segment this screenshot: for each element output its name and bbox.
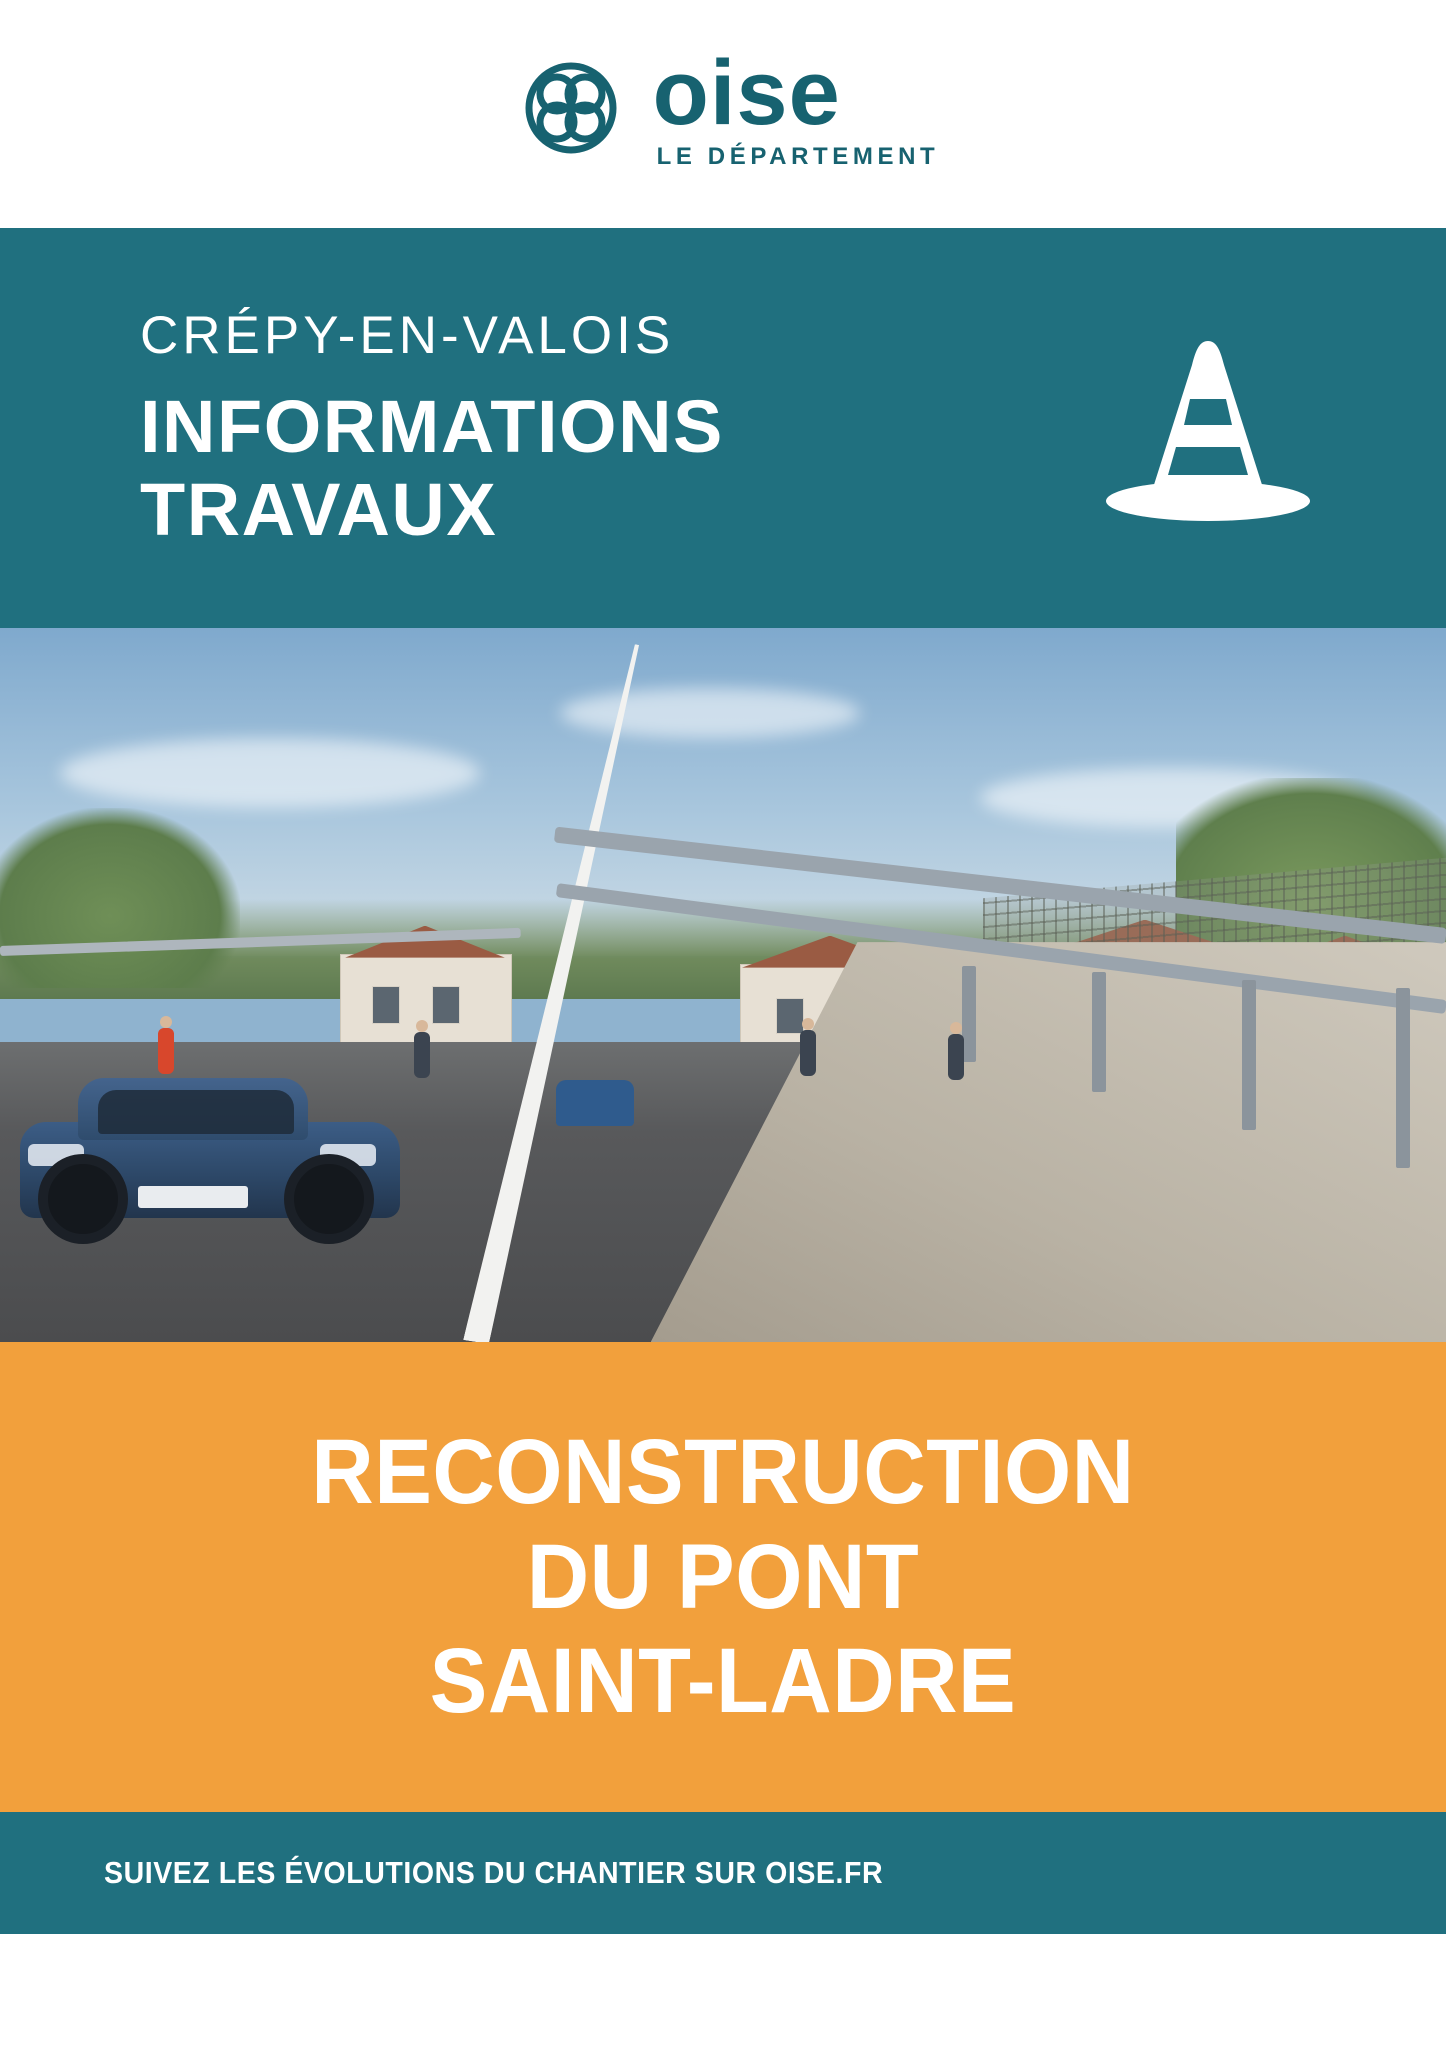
photo-cloud <box>60 738 480 808</box>
header-title-line-2: TRAVAUX <box>140 467 498 551</box>
photo-pedestrian <box>800 1030 816 1076</box>
project-title-line-3: SAINT-LADRE <box>429 1630 1017 1733</box>
footer-band <box>0 1812 1446 1934</box>
photo-pedestrian <box>948 1034 964 1080</box>
project-title-line-2: DU PONT <box>526 1525 920 1628</box>
photo-foreground-car <box>20 1070 400 1250</box>
logo-tagline: LE DÉPARTEMENT <box>656 143 940 170</box>
oise-flower-logo-icon <box>507 44 635 172</box>
photo-guardrail-post <box>962 966 976 1062</box>
project-title-line-1: RECONSTRUCTION <box>311 1420 1135 1523</box>
project-photo <box>0 628 1446 1342</box>
brand-logo <box>507 44 940 172</box>
photo-worker <box>158 1028 174 1074</box>
logo-band <box>0 0 1446 228</box>
photo-distant-car <box>556 1080 634 1126</box>
header-kicker: CRÉPY-EN-VALOIS <box>140 305 675 365</box>
photo-pedestrian <box>414 1032 430 1078</box>
photo-guardrail-post <box>1242 980 1256 1130</box>
photo-guardrail-post <box>1092 972 1106 1092</box>
photo-cloud <box>560 688 860 738</box>
traffic-cone-icon <box>1098 333 1318 523</box>
header-band <box>0 228 1446 628</box>
project-title-band <box>0 1342 1446 1812</box>
logo-wordmark: oise <box>652 42 841 144</box>
header-title-line-1: INFORMATIONS <box>140 384 724 468</box>
footer-text: SUIVEZ LES ÉVOLUTIONS DU CHANTIER SUR OISE.FR <box>104 1855 884 1890</box>
photo-guardrail-post <box>1396 988 1410 1168</box>
